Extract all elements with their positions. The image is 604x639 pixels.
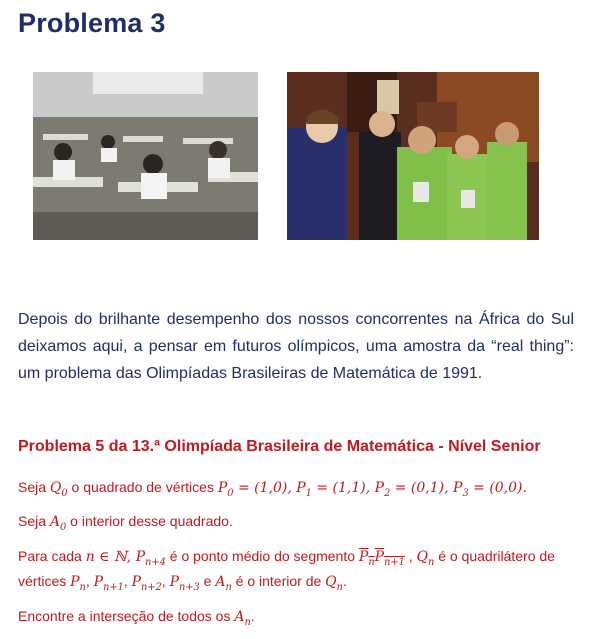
statement-line-5: Encontre a interseção de todos os $A_n$. xyxy=(18,608,255,628)
page-title: Problema 3 xyxy=(18,8,166,38)
statement-line-1: Seja $Q_0$ o quadrado de vértices $P_0 = (1,0)$, $P_1 = (1,1)$, $P_2 = (0,1)$, $P_3 = (0,0)$. xyxy=(18,479,527,499)
problem-heading: Problema 5 da 13.ª Olimpíada Brasileira de Matemática - Nível Senior xyxy=(18,438,541,455)
statement-line-4: vértices $P_n$, $P_{n+1}$, $P_{n+2}$, $P_{n+3}$ e $A_n$ é o interior de $Q_n$. xyxy=(18,573,347,593)
intro-paragraph: Depois do brilhante desempenho dos nossos concorrentes na África do Sul deixamos aqui, a pensar em futuros olímpicos, uma amostra da “real thing”: um problema das Olimpíadas Brasileiras de Matemática de 1991. xyxy=(18,311,574,382)
classroom-photo xyxy=(33,72,258,240)
ceremony-photo xyxy=(287,72,539,240)
statement-line-3: Para cada n ∈ ℕ, $P_{n+4}$ é o ponto médio do segmento $P_nP_{n+1}$ , $Q_n$ é o quadrilátero de xyxy=(18,548,555,568)
statement-line-2: Seja $A_0$ o interior desse quadrado. xyxy=(18,513,233,533)
